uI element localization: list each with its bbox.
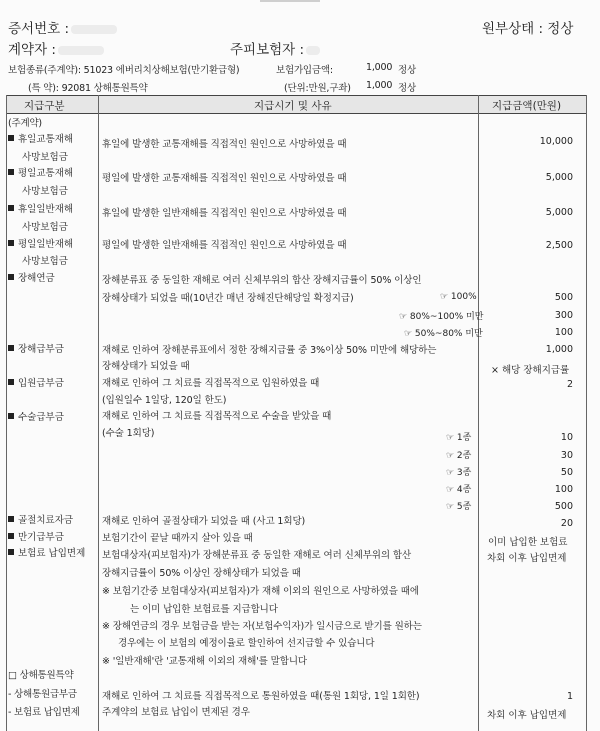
row-waiver-line1: 보험대상자(피보험자)가 장해분류표 중 동일한 재해로 여러 신체부위의 합산 xyxy=(102,550,412,561)
bullet-square-icon xyxy=(8,205,14,211)
row-name: 만기급부금 xyxy=(18,532,64,543)
row-maturity-name xyxy=(8,529,64,543)
contractor xyxy=(8,38,104,58)
row-disability-amount: 1,000 xyxy=(545,344,573,355)
row-fracture-reason: 재해로 인하여 골절상태가 되었을 때 (사고 1회당) xyxy=(102,516,306,527)
bullet-square-icon xyxy=(8,533,14,539)
rider-row1-name: - 상해통원급부금 xyxy=(8,689,77,700)
row-name: 골절치료자금 xyxy=(18,515,74,526)
bullet-square-icon xyxy=(8,240,14,246)
waiver-note-2b: 경우에는 이 보험의 예정이율로 할인하여 선지급할 수 있습니다 xyxy=(118,638,375,649)
cert-no-label: 증서번호 : xyxy=(8,21,70,37)
row-holiday-traffic-amount: 10,000 xyxy=(539,136,573,147)
row-holiday-traffic-name xyxy=(8,131,73,145)
insured xyxy=(230,38,320,58)
cert-no xyxy=(8,17,117,37)
surgery-tier-3-label: ☞ 3종 xyxy=(446,468,472,478)
bullet-square-icon xyxy=(8,379,14,385)
insured-label: 주피보험자 : xyxy=(230,42,305,58)
annuity-tier-2-amount: 300 xyxy=(554,310,573,321)
waiver-note-2a: ※ 장해연금의 경우 보험금을 받는 자(보험수익자)가 일시금으로 받기를 원하는 xyxy=(102,621,422,632)
annuity-tier-2-label: ☞ 80%~100% 미만 xyxy=(399,312,484,322)
surgery-tier-3-amount: 50 xyxy=(560,467,573,478)
row-holiday-general-name xyxy=(8,201,73,215)
row-name-1: 평일일반재해 xyxy=(18,239,74,250)
row-holiday-general-reason: 휴일에 발생한 일반재해를 직접적인 원인으로 사망하였을 때 xyxy=(102,208,347,219)
rider-row2-amount: 차회 이후 납입면제 xyxy=(487,710,567,721)
row-weekday-traffic-amount: 5,000 xyxy=(545,172,573,183)
rider-row2-reason: 주계약의 보험료 납입이 면제된 경우 xyxy=(102,707,250,718)
rider-row1-reason: 재해로 인하여 그 치료를 직접목적으로 통원하였을 때(통원 1회당, 1일 1회한) xyxy=(102,691,420,702)
surgery-tier-1-label: ☞ 1종 xyxy=(446,433,472,443)
bullet-square-icon xyxy=(8,413,14,419)
bullet-square-icon xyxy=(8,169,14,175)
bullet-square-icon xyxy=(8,135,14,141)
row-maturity-amount: 이미 납입한 보험료 xyxy=(488,537,568,548)
table-divider-2 xyxy=(478,95,479,731)
row-name: 보험료 납입면제 xyxy=(18,548,86,559)
redacted-value xyxy=(71,25,117,34)
join-amount-value: 1,000 xyxy=(366,62,393,73)
surgery-tier-5-amount: 500 xyxy=(554,501,573,512)
row-name: 장해연금 xyxy=(18,273,55,284)
row-name-1: 평일교통재해 xyxy=(18,168,74,179)
row-fracture-amount: 20 xyxy=(560,518,573,529)
top-cut-edge xyxy=(260,0,320,2)
rider-line: (특 약): 92081 상해통원특약 xyxy=(28,83,148,94)
surgery-tier-4-label: ☞ 4종 xyxy=(446,485,472,495)
row-holiday-traffic-name2: 사망보험금 xyxy=(22,152,68,163)
row-surgery-line1: 재해로 인하여 그 치료를 직접목적으로 수술을 받았을 때 xyxy=(102,411,332,422)
main-contract-label: (주계약) xyxy=(8,118,42,129)
row-weekday-general-name xyxy=(8,236,73,250)
waiver-note-1b: 는 이미 납입한 보험료를 지급합니다 xyxy=(130,604,278,615)
bullet-square-icon xyxy=(8,345,14,351)
row-surgery-name xyxy=(8,409,64,423)
row-weekday-general-name2: 사망보험금 xyxy=(22,256,68,267)
row-weekday-general-amount: 2,500 xyxy=(545,240,573,251)
surgery-tier-5-label: ☞ 5종 xyxy=(446,502,472,512)
row-waiver-line2: 장해지급률이 50% 이상인 장해상태가 되었을 때 xyxy=(102,568,301,579)
row-waiver-name xyxy=(8,545,85,559)
surgery-tier-1-amount: 10 xyxy=(560,432,573,443)
row-disability-line1: 재해로 인하여 장해분류표에서 정한 장해지급률 중 3%이상 50% 미만에 해당하는 xyxy=(102,345,437,356)
contractor-label: 계약자 : xyxy=(8,42,56,58)
bullet-square-icon xyxy=(8,549,14,555)
col-header-type: 지급구분 xyxy=(24,100,65,112)
row-name: 장해급부금 xyxy=(18,344,64,355)
waiver-note-1a: ※ 보험기간중 보험대상자(피보험자)가 재해 이외의 원인으로 사망하였을 때에 xyxy=(102,586,419,597)
row-name-1: 휴일교통재해 xyxy=(18,134,74,145)
row-annuity-name xyxy=(8,270,55,284)
surgery-tier-2-amount: 30 xyxy=(560,450,573,461)
row-weekday-traffic-name2: 사망보험금 xyxy=(22,186,68,197)
rider-section-title: □ 상해통원특약 xyxy=(8,670,74,681)
annuity-tier-1-label: ☞ 100% xyxy=(440,292,477,302)
row-annuity-line1: 장해분류표 중 동일한 재해로 여러 신체부위의 합산 장해지급률이 50% 이상인 xyxy=(102,275,422,286)
waiver-note-3: ※ '일반재해'란 '교통재해 이외의 재해'를 말합니다 xyxy=(102,656,307,667)
row-fracture-name xyxy=(8,512,73,526)
annuity-tier-3-amount: 100 xyxy=(554,327,573,338)
row-maturity-reason: 보험기간이 끝날 때까지 살아 있을 때 xyxy=(102,533,253,544)
product-line: 보험종류(주계약): 51023 에버리치상해보험(만기환급형) xyxy=(8,65,240,76)
redacted-value xyxy=(306,46,320,55)
row-weekday-general-reason: 평일에 발생한 일반재해를 직접적인 원인으로 사망하였을 때 xyxy=(102,240,347,251)
bullet-square-icon xyxy=(8,274,14,280)
row-name: 입원급부금 xyxy=(18,378,64,389)
row-annuity-line2: 장해상태가 되었을 때(10년간 매년 장해진단해당일 확정지급) xyxy=(102,293,354,304)
row-holiday-general-amount: 5,000 xyxy=(545,207,573,218)
table-divider-1 xyxy=(98,95,99,731)
row-hospital-name xyxy=(8,375,64,389)
unit-label: (단위:만원,구좌) xyxy=(284,83,351,94)
col-header-amount: 지급금액(만원) xyxy=(492,100,562,112)
redacted-value xyxy=(58,46,104,55)
row-disability-note: × 해당 장해지급률 xyxy=(491,365,570,376)
row-holiday-general-name2: 사망보험금 xyxy=(22,222,68,233)
row-weekday-traffic-name xyxy=(8,165,73,179)
row-waiver-amount: 차회 이후 납입면제 xyxy=(487,553,567,564)
policy-status: 원부상태 : 정상 xyxy=(482,21,574,37)
row-disability-name xyxy=(8,341,64,355)
annuity-tier-1-amount: 500 xyxy=(554,292,573,303)
row-surgery-line2: (수술 1회당) xyxy=(102,428,155,439)
join-amount-status: 정상 xyxy=(398,65,416,76)
row-holiday-traffic-reason: 휴일에 발생한 교통재해를 직접적인 원인으로 사망하였을 때 xyxy=(102,139,347,150)
surgery-tier-2-label: ☞ 2종 xyxy=(446,451,472,461)
unit-value: 1,000 xyxy=(366,80,393,91)
row-name-1: 휴일일반재해 xyxy=(18,204,74,215)
join-amount-label: 보험가입금액: xyxy=(276,65,333,76)
row-weekday-traffic-reason: 평일에 발생한 교통재해를 직접적인 원인으로 사망하였을 때 xyxy=(102,173,347,184)
row-hospital-amount: 2 xyxy=(566,379,573,390)
bullet-square-icon xyxy=(8,516,14,522)
row-disability-line2: 장해상태가 되었을 때 xyxy=(102,361,190,372)
rider-row1-amount: 1 xyxy=(566,691,573,702)
unit-status: 정상 xyxy=(398,83,416,94)
rider-row2-name: - 보험료 납입면제 xyxy=(8,707,80,718)
col-header-reason: 지급시기 및 사유 xyxy=(254,100,332,112)
row-hospital-line2: (입원일수 1일당, 120일 한도) xyxy=(102,395,227,406)
surgery-tier-4-amount: 100 xyxy=(554,484,573,495)
table-border-left xyxy=(6,95,7,731)
row-hospital-line1: 재해로 인하여 그 치료를 직접목적으로 입원하였을 때 xyxy=(102,378,320,389)
row-name: 수술급부금 xyxy=(18,412,64,423)
table-border-right xyxy=(586,95,587,731)
annuity-tier-3-label: ☞ 50%~80% 미만 xyxy=(404,329,483,339)
